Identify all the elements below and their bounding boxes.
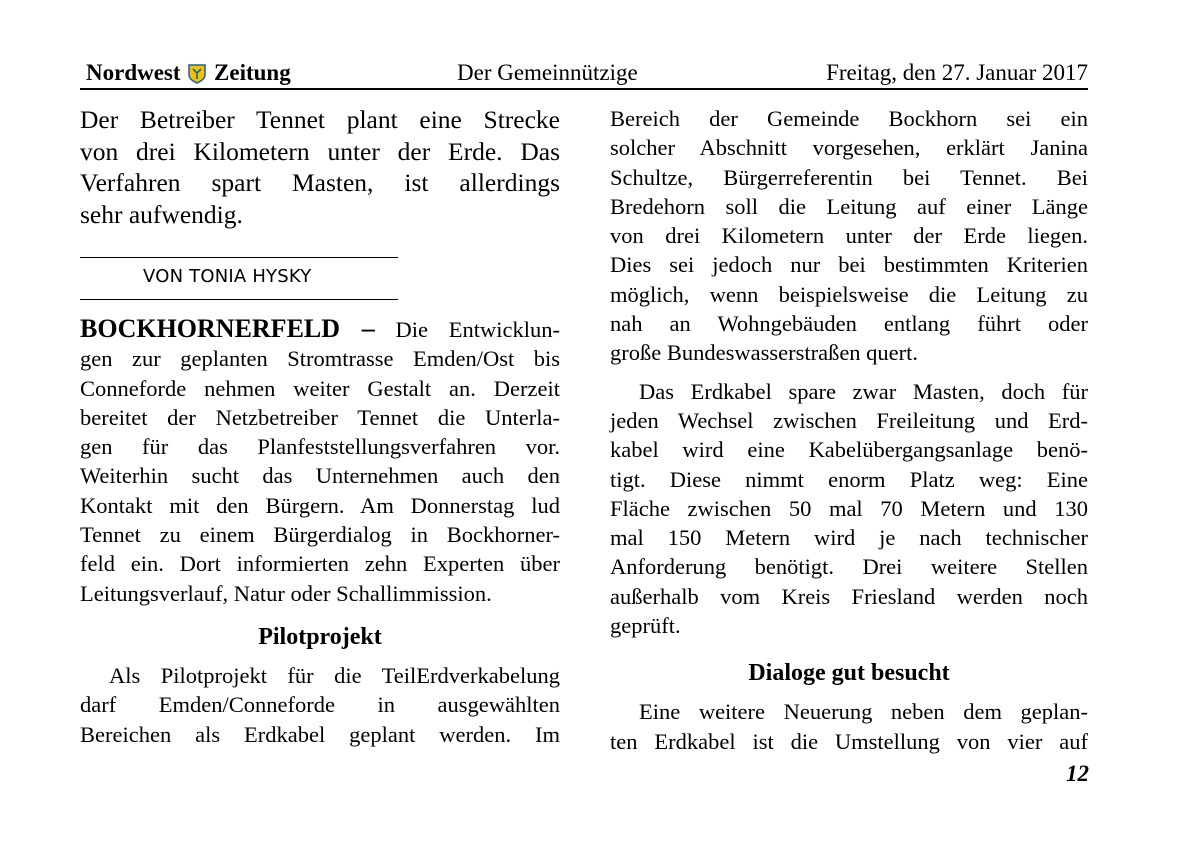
text-line: große Bundeswasserstraßen quert.: [610, 340, 919, 366]
paragraph-4: [610, 377, 1088, 641]
text-line: Eine weitere Neuerung neben dem geplan-: [639, 699, 1088, 725]
subheading-pilotprojekt: Pilotprojekt: [258, 623, 382, 650]
lead-line: sehr aufwendig.: [80, 199, 243, 229]
newspaper-name-left: Nordwest: [86, 60, 181, 85]
text-line: Kontakt mit den Bürgern. Am Donnerstag lud: [80, 492, 560, 518]
paragraph-5: [610, 697, 1088, 756]
header-divider: [80, 88, 1088, 90]
text-line: ten Erdkabel ist die Umstellung von vier auf: [610, 728, 1088, 754]
section-title: Der Gemeinnützige: [457, 60, 638, 85]
byline-box: [80, 257, 398, 300]
article-lead: [80, 104, 560, 230]
subheading-dialoge: Dialoge gut besucht: [748, 660, 950, 687]
text-line: Anforderung benötigt. Drei weitere Stellen: [610, 554, 1088, 580]
text-line: Schultze, Bürgerreferentin bei Tennet. Bei: [610, 164, 1088, 190]
page-number: 12: [1066, 761, 1089, 786]
text-line: Conneforde nehmen weiter Gestalt an. Derzeit: [80, 375, 560, 401]
text-line: bereitet der Netzbetreiber Tennet die Unterla-: [80, 404, 560, 430]
text-line: [80, 314, 560, 344]
text-line: Weiterhin sucht das Unternehmen auch den: [80, 463, 560, 489]
text-line: Tennet zu einem Bürgerdialog in Bockhorner-: [80, 522, 560, 548]
text-line: feld ein. Dort informierten zehn Experten über: [80, 551, 560, 577]
text-line: Leitungsverlauf, Natur oder Schallimmission.: [80, 580, 492, 606]
text-line: von drei Kilometern unter der Erde liegen.: [610, 223, 1088, 249]
newspaper-name: [86, 58, 291, 92]
paragraph-2: [80, 661, 560, 749]
right-column: [610, 104, 1088, 756]
lead-line: Verfahren spart Masten, ist allerdings: [80, 168, 560, 197]
text-line: kabel wird eine Kabelübergangsanlage benö-: [610, 437, 1088, 463]
text-line: außerhalb vom Kreis Friesland werden noch: [610, 583, 1088, 609]
text-line: Fläche zwischen 50 mal 70 Metern und 130: [610, 495, 1088, 521]
text-line: Bereich der Gemeinde Bockhorn sei ein: [610, 106, 1088, 131]
left-column: [80, 104, 560, 749]
text-line: Das Erdkabel spare zwar Masten, doch für: [639, 378, 1088, 404]
text-fragment: Die Entwicklun-: [395, 317, 561, 342]
text-line: geprüft.: [610, 613, 681, 639]
paragraph-1: [80, 314, 560, 608]
text-line: darf Emden/Conneforde in ausgewählten: [80, 692, 560, 718]
text-line: gen zur geplanten Stromtrasse Emden/Ost bis: [80, 346, 560, 372]
page-header: [80, 58, 1088, 88]
text-line: Bereichen als Erdkabel geplant werden. Im: [80, 721, 560, 747]
text-line: Als Pilotprojekt für die TeilErdverkabelung: [109, 662, 560, 688]
dateline: BOCKHORNERFELD –: [80, 314, 375, 343]
paragraph-3: [610, 104, 1088, 368]
text-line: mal 150 Metern wird je nach technischer: [610, 525, 1088, 551]
text-line: jeden Wechsel zwischen Freileitung und Erd-: [610, 407, 1088, 433]
lead-line: Der Betreiber Tennet plant eine Strecke: [80, 105, 560, 134]
text-line: nah an Wohngebäuden entlang führt oder: [610, 311, 1088, 337]
text-line: solcher Abschnitt vorgesehen, erklärt Janina: [610, 135, 1088, 161]
text-line: Dies sei jedoch nur bei bestimmten Kriterien: [610, 252, 1088, 278]
issue-date: Freitag, den 27. Januar 2017: [826, 60, 1088, 85]
byline: VON TONIA HYSKY: [143, 266, 312, 287]
lead-line: von drei Kilometern unter der Erde. Das: [80, 136, 560, 166]
text-line: Bredehorn soll die Leitung auf einer Länge: [610, 193, 1088, 219]
newspaper-name-right: Zeitung: [214, 60, 291, 85]
text-line: gen für das Planfeststellungsverfahren vor.: [80, 434, 560, 460]
text-line: tigt. Diese nimmt enorm Platz weg: Eine: [610, 466, 1088, 492]
text-line: möglich, wenn beispielsweise die Leitung zu: [610, 281, 1088, 307]
